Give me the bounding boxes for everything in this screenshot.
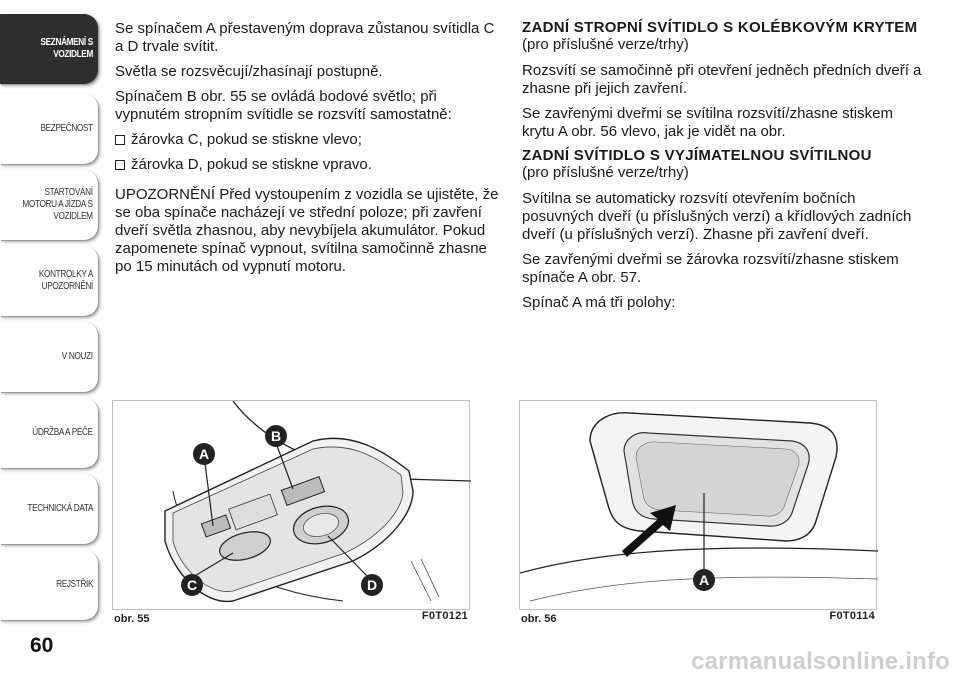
list-item: žárovka D, pokud se stiskne vpravo. bbox=[115, 156, 505, 174]
paragraph: Se spínačem A přestaveným doprava zůstanou svítidla C a D trvale svítit. bbox=[115, 20, 495, 55]
paragraph: Světla se rozsvěcují/zhasínají postupně. bbox=[115, 63, 383, 80]
tab-technicka-data[interactable]: TECHNICKÁ DATA bbox=[0, 474, 98, 544]
section-heading: ZADNÍ SVÍTIDLO S VYJÍMATELNOU SVÍTILNOU bbox=[522, 147, 872, 164]
checkbox-bullet-icon bbox=[115, 135, 125, 145]
paragraph: Se zavřenými dveřmi se žárovka rozsvítí/zhasne stiskem spínače A obr. 57. bbox=[522, 251, 899, 286]
bullet-list bbox=[115, 131, 505, 174]
callout-b: B bbox=[265, 425, 287, 447]
list-item: žárovka C, pokud se stiskne vlevo; bbox=[115, 131, 505, 149]
callout-d: D bbox=[361, 574, 383, 596]
paragraph: Rozsvítí se samočinně při otevření jedněch předních dveří a zhasne při jejich zavření. bbox=[522, 62, 922, 97]
ceiling-light-illustration bbox=[113, 401, 471, 611]
checkbox-bullet-icon bbox=[115, 160, 125, 170]
warning-text: Před vystoupením z vozidla se ujistěte, že se oba spínače nacházejí ve střední poloze; při zavření dveří světla zhasnou, aby nevybíjela akumulátor. Pokud zapomenete spínač vypnout, svítilna samočinně zhasne po 15 minutách od vypnutí motoru. bbox=[115, 186, 499, 275]
left-column bbox=[115, 20, 505, 283]
tab-udrzba[interactable]: ÚDRŽBA A PÉČE bbox=[0, 398, 98, 468]
section-heading: ZADNÍ STROPNÍ SVÍTIDLO S KOLÉBKOVÝM KRYTEM bbox=[522, 19, 918, 36]
page-number: 60 bbox=[30, 634, 54, 657]
paragraph: Spínač A má tři polohy: bbox=[522, 294, 676, 311]
watermark: carmanualsonline.info bbox=[691, 648, 950, 675]
callout-a: A bbox=[193, 443, 215, 465]
callout-a: A bbox=[693, 569, 715, 591]
warning-label: UPOZORNĚNÍ bbox=[115, 186, 216, 203]
section-subtitle: (pro příslušné verze/trhy) bbox=[522, 36, 689, 53]
figure-caption: obr. 56 bbox=[521, 613, 557, 625]
figure-code: F0T0121 bbox=[421, 610, 468, 622]
paragraph: Svítilna se automaticky rozsvítí otevřením bočních posuvných dveří (u příslušných verzí) a křídlových zadních dveří (u příslušných verzí). Zhasne při zavření dveří. bbox=[522, 190, 912, 243]
figure-frame bbox=[112, 400, 470, 610]
paragraph: Se zavřenými dveřmi se svítilna rozsvítí/zhasne stiskem krytu A obr. 56 vlevo, jak je vidět na obr. bbox=[522, 105, 893, 140]
tab-bezpecnost[interactable]: BEZPEČNOST bbox=[0, 94, 98, 164]
tab-startovani[interactable]: STARTOVÁNÍ MOTORU A JÍZDA S VOZIDLEM bbox=[0, 170, 98, 240]
warning-note bbox=[115, 186, 505, 276]
figure-frame bbox=[519, 400, 877, 610]
tab-kontrolky[interactable]: KONTROLKY A UPOZORNĚNÍ bbox=[0, 246, 98, 316]
section-subtitle: (pro příslušné verze/trhy) bbox=[522, 164, 689, 181]
tab-rejstrik[interactable]: REJSTŘÍK bbox=[0, 550, 98, 620]
figure-55 bbox=[112, 400, 470, 625]
paragraph: Spínačem B obr. 55 se ovládá bodové světlo; při vypnutém stropním svítidle se rozsvítí samostatně: bbox=[115, 88, 452, 123]
figure-56 bbox=[519, 400, 877, 625]
figure-caption: obr. 55 bbox=[114, 613, 150, 625]
tab-v-nouzi[interactable]: V NOUZI bbox=[0, 322, 98, 392]
tab-seznameni-s-vozidlem[interactable]: SEZNÁMENÍ S VOZIDLEM bbox=[0, 14, 98, 84]
callout-c: C bbox=[181, 574, 203, 596]
figure-code: F0T0114 bbox=[829, 610, 875, 622]
right-column bbox=[522, 20, 922, 319]
